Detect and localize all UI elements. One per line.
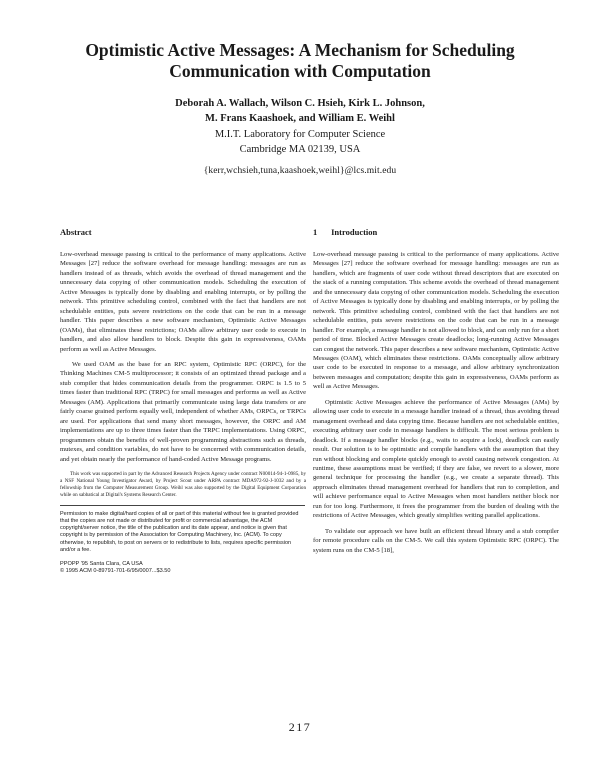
author-emails: {kerr,wchsieh,tuna,kaashoek,weihl}@lcs.mit.edu <box>203 166 397 176</box>
footnote-divider <box>60 505 305 506</box>
conference-info <box>60 561 306 576</box>
right-column <box>313 228 559 561</box>
funding-footnote: This work was supported in part by the Advanced Research Projects Agency under contract N00014-94-1-0985, by a NSF National Young Investigator Award, by Project Scout under ARPA contract MDA972-92-J-1032 and by a fellowship from the Computer Measurement Group. Weihl was also supported by the Digital Equipment Corporation while on sabbatical at Digital's Systems Research Center. <box>60 470 306 498</box>
section-title: Introduction <box>331 227 378 237</box>
authors-line-2: M. Frans Kaashoek, and William E. Weihl <box>205 113 395 124</box>
authors-line-1: Deborah A. Wallach, Wilson C. Hsieh, Kirk L. Johnson, <box>175 98 425 109</box>
section-number: 1 <box>313 227 318 237</box>
copyright-line: © 1995 ACM 0-89791-701-6/95/0007...$3.50 <box>60 568 171 575</box>
introduction-paragraph-2: Optimistic Active Messages achieve the performance of Active Messages (AMs) by allowing user code to execute in a message handler instead of a thread, thus avoiding thread management overhead and data copying time. Because handlers are not schedulable entities, executing arbitrary user code in message handlers is difficult. The most serious problem is deadlock. If a message handler blocks (e.g., waits to acquire a lock), deadlock can easily result. Our solution is to be optimistic and compile handlers with the assumption that they run without blocking and complete quickly enough to avoid causing network congestion. At runtime, these assumptions must be verified; if they are false, we revert to a slower, more general technique for processing the handler (e.g., we create a separate thread). This approach eliminates thread management overhead for handlers that run to completion, and will achieve performance equal to Active Messages when most handlers neither block nor run for too long. Furthermore, it frees the programmer from the burden of dealing with the restrictions of Active Messages, which greatly simplifies writing parallel applications. <box>313 398 559 520</box>
author-list <box>80 96 520 126</box>
conference-name: PPOPP '95 Santa Clara, CA USA <box>60 560 143 567</box>
acm-permission-notice: Permission to make digital/hard copies of all or part of this material without fee is granted provided that the copies are not made or distributed for profit or commercial advantage, the ACM copyright/server notice, the title of the publication and its date appear, and notice is given that copyright is by permission of the Association for Computing Machinery, Inc. (ACM). To copy otherwise, to republish, to post on servers or to redistribute to lists, requires specific permission and/or a fee. <box>60 510 299 553</box>
affiliation-line-1: M.I.T. Laboratory for Computer Science <box>214 129 386 140</box>
introduction-paragraph-3: To validate our approach we have built an efficient thread library and a stub compiler for remote procedure calls on the CM-5. We call this system Optimistic RPC (ORPC). The system runs on the CM-5 [18], <box>313 527 559 554</box>
paper-title <box>60 40 540 82</box>
abstract-paragraph-2: We used OAM as the base for an RPC system, Optimistic RPC (ORPC), for the Thinking Machines CM-5 multiprocessor; it consists of an optimized thread package and a stub compiler that hides communication details from the programmer. ORPC is 1.5 to 5 times faster than traditional RPC (TRPC) for small messages and performs as well as Active Messages (AM). Applications that primarily communicate using large data transfers or are fairly coarse grained perform equally well, independent of whether AMs, ORPCs, or TRPCs are used. For applications that send many short messages, however, the ORPC and AM implementations are up to three times faster than the TRPC implementations. Using ORPC, programmers obtain the benefits of well-proven programming abstractions such as threads, mutexes, and condition variables, do not have to be concerned with communication details, and yet obtain nearly the performance of hand-coded Active Message programs. <box>60 360 306 463</box>
abstract-heading: Abstract <box>60 227 92 237</box>
title-line-2: Communication with Computation <box>169 61 431 81</box>
page-number: 217 <box>288 720 312 734</box>
title-line-1: Optimistic Active Messages: A Mechanism for Scheduling <box>85 40 515 60</box>
affiliation <box>80 127 520 157</box>
abstract-paragraph-1: Low-overhead message passing is critical to the performance of many applications. Active Messages [27] reduce the software overhead for message handling: messages are run as handlers instead of as threads, which avoids the overhead of thread management and the unnecessary data copying of other communication models. Scheduling the execution of Active Messages is typically done by disabling and enabling interrupts, or by polling the network. This primitive scheduling control, combined with the fact that handlers are not schedulable entities, puts severe restrictions on the code that can be run in a message handler. This paper describes a new software mechanism, Optimistic Active Messages (OAMs), that eliminates these restrictions; OAMs allow arbitrary user code to execute in handlers, and also allow handlers to block. Despite this gain in expressiveness, OAMs perform as well as Active Messages. <box>60 251 306 353</box>
introduction-paragraph-1: Low-overhead message passing is critical to the performance of many applications. Active Messages [27] reduce the software overhead for message handling: messages are run as handlers, which are fragments of user code without thread descriptors that are executed on the stack of a running computation. This scheme avoids the overhead of thread management and the unnecessary data copying of other communication models. Scheduling the execution of Active Messages is typically done by disabling and enabling interrupts, or by polling the network. This primitive scheduling control, combined with the fact that handlers are not schedulable entities, puts severe restrictions on the code that can be run in a message handler. For example, a message handler is not allowed to block, and can only run for a short period of time. Blocked Active Messages create deadlocks; long-running Active Messages can congest the network. This paper describes a new software mechanism, Optimistic Active Messages (OAM), which eliminates these restrictions. OAMs conceptually allow arbitrary user code to be executed in response to a message, and allow arbitrary synchronization between messages and computation; despite this gain in expressiveness, OAMs perform as well as Active Messages. <box>313 251 559 391</box>
left-column <box>60 228 306 576</box>
affiliation-line-2: Cambridge MA 02139, USA <box>239 144 361 155</box>
introduction-heading <box>313 228 559 242</box>
